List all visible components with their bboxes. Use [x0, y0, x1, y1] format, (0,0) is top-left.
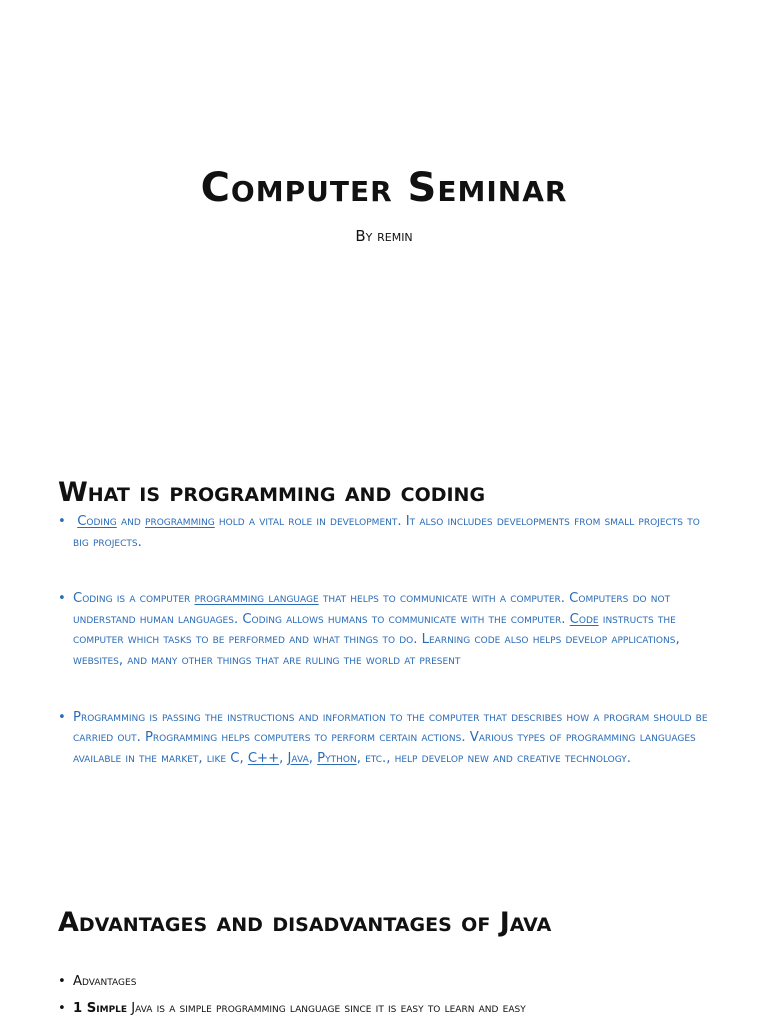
bullet-list — [58, 972, 718, 1019]
text: instructs the computer which tasks to be performed and what things to do. Learning code also helps develop applications, websites, and many other things that are ruling the world at present — [73, 611, 680, 668]
python-link[interactable]: Python — [317, 750, 357, 766]
section-heading: What is programming and coding — [58, 477, 486, 508]
text: , — [308, 750, 318, 766]
text: Programming is passing the instructions and information to the computer that describes how a program should be carried out. Programming helps computers to perform certain actions. Various types of programming languages available in the market, like C, — [73, 709, 708, 766]
java-link[interactable]: Java — [287, 750, 309, 766]
text: Coding is a computer — [73, 591, 195, 607]
text: , — [279, 750, 288, 766]
list-item: • Advantages — [58, 972, 718, 993]
programming-link[interactable]: programming — [145, 514, 215, 529]
programming-language-link[interactable]: programming language — [194, 591, 319, 607]
code-link[interactable]: Code — [569, 611, 599, 627]
list-item — [58, 589, 718, 671]
document-author: By remin — [355, 227, 413, 245]
list-item — [58, 708, 718, 770]
document-title: Computer Seminar — [200, 165, 568, 211]
text: that helps to communicate with a computer. Computers do not understand human languages. Coding allows humans to communicate with the computer. — [73, 591, 671, 627]
text: , etc., help develop new and creative technology. — [356, 750, 631, 766]
bullet-list — [58, 512, 718, 769]
text: hold a vital role in development. It also includes developments from small projects to big projects. — [73, 514, 700, 550]
section-java-advantages — [58, 906, 718, 1019]
text: and — [116, 514, 146, 529]
title-block — [0, 160, 768, 246]
bold-text: 1 Simple — [73, 1000, 128, 1016]
cpp-link[interactable]: C++ — [247, 750, 280, 766]
list-item — [58, 999, 718, 1020]
list-item — [58, 512, 718, 553]
section-heading: Advantages and disadvantages of Java — [58, 907, 552, 938]
coding-link[interactable]: Coding — [77, 514, 117, 529]
text: Java is a simple programming language since it is easy to learn and easy — [127, 1000, 526, 1016]
section-programming-coding — [58, 476, 718, 769]
